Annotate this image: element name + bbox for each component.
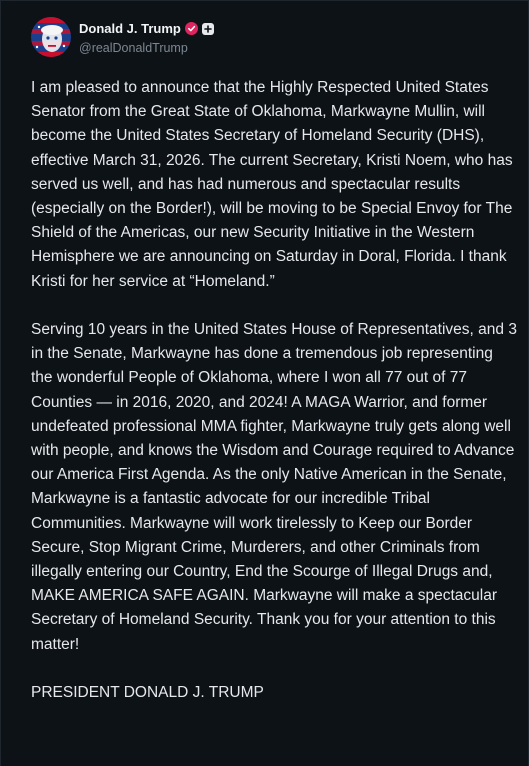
avatar-image <box>31 17 71 57</box>
user-handle[interactable]: @realDonaldTrump <box>79 40 188 55</box>
name-row <box>79 20 214 38</box>
display-name[interactable]: Donald J. Trump <box>79 21 181 36</box>
post-paragraph: Serving 10 years in the United States House of Representatives, and 3 in the Senate, Markwayne has done a tremendous job representing the wonderful People of Oklahoma, where I won all 77 out of 77 Counties — in 2016, 2020, and 2024! A MAGA Warrior, and former undefeated professional MMA fighter, Markwayne truly gets along well with people, and knows the Wisdom and Courage required to Advance our America First Agenda. As the only Native American in the Senate, Markwayne is a fantastic advocate for our incredible Tribal Communities. Markwayne will work tirelessly to Keep our Border Secure, Stop Migrant Crime, Murderers, and other Criminals from illegally entering our Country, End the Scourge of Illegal Drugs and, MAKE AMERICA SAFE AGAIN. Markwayne will make a spectacular Secretary of Homeland Security. Thank you for your attention to this matter! <box>31 321 517 653</box>
post-header <box>31 17 214 57</box>
plus-badge-icon <box>202 23 214 35</box>
post-signature: PRESIDENT DONALD J. TRUMP <box>31 684 264 702</box>
verified-check-icon <box>185 22 198 35</box>
post-paragraph: I am pleased to announce that the Highly Respected United States Senator from the Great State of Oklahoma, Markwayne Mullin, will become the United States Secretary of Homeland Security (DHS), effective March 31, 2026. The current Secretary, Kristi Noem, who has served us well, and has had numerous and spectacular results (especially on the Border!), will be moving to be Special Envoy for The Shield of the Americas, our new Security Initiative in the Western Hemisphere we are announcing on Saturday in Doral, Florida. I thank Kristi for her service at “Homeland.” <box>31 79 513 290</box>
author-info <box>79 20 214 55</box>
avatar[interactable] <box>31 17 71 57</box>
post-content <box>31 76 517 729</box>
